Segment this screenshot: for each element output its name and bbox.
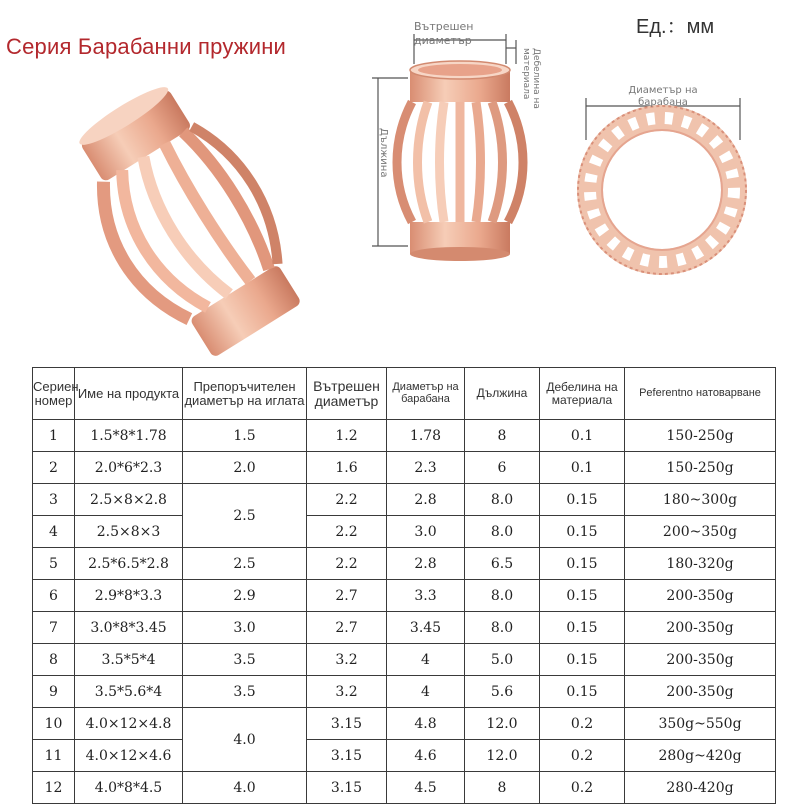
cell-serial: 6 xyxy=(33,580,75,612)
cell-thickness: 0.15 xyxy=(540,676,625,708)
cell-thickness: 0.15 xyxy=(540,644,625,676)
table-row xyxy=(33,772,776,804)
thickness-annotation-line1: Дебелина на xyxy=(531,48,541,109)
table-header-row xyxy=(33,368,776,420)
table-row xyxy=(33,484,776,516)
cell-thickness: 0.2 xyxy=(540,708,625,740)
cell-name: 2.9*8*3.3 xyxy=(75,580,183,612)
cell-length: 5.0 xyxy=(465,644,540,676)
cell-length: 5.6 xyxy=(465,676,540,708)
cell-serial: 9 xyxy=(33,676,75,708)
page-title: Серия Барабанни пружини xyxy=(6,34,287,59)
table-row xyxy=(33,708,776,740)
cell-inner: 3.2 xyxy=(307,676,387,708)
cell-load: 150-250g xyxy=(625,420,776,452)
cell-name: 3.0*8*3.45 xyxy=(75,612,183,644)
header-drum-diameter: Диаметър на барабана xyxy=(387,368,465,420)
cell-inner: 2.2 xyxy=(307,548,387,580)
cell-length: 6 xyxy=(465,452,540,484)
cell-serial: 2 xyxy=(33,452,75,484)
product-illustrations xyxy=(0,0,800,360)
cell-thickness: 0.2 xyxy=(540,772,625,804)
cell-load: 180~300g xyxy=(625,484,776,516)
drum-diameter-annotation-line2: барабана xyxy=(638,97,688,108)
table-row xyxy=(33,676,776,708)
cell-inner: 2.7 xyxy=(307,612,387,644)
cell-name: 3.5*5*4 xyxy=(75,644,183,676)
cell-drum: 3.0 xyxy=(387,516,465,548)
cell-load: 280g~420g xyxy=(625,740,776,772)
cell-serial: 3 xyxy=(33,484,75,516)
cell-needle: 3.0 xyxy=(183,612,307,644)
cell-drum: 4 xyxy=(387,644,465,676)
table-row xyxy=(33,612,776,644)
cell-thickness: 0.15 xyxy=(540,612,625,644)
header-serial-number: Сериен номер xyxy=(33,368,75,420)
cell-drum: 3.3 xyxy=(387,580,465,612)
cell-length: 8.0 xyxy=(465,580,540,612)
cell-length: 8.0 xyxy=(465,612,540,644)
table-row xyxy=(33,420,776,452)
cell-load: 180-320g xyxy=(625,548,776,580)
cell-name: 3.5*5.6*4 xyxy=(75,676,183,708)
table-row xyxy=(33,548,776,580)
cell-name: 2.5×8×3 xyxy=(75,516,183,548)
header-length: Дължина xyxy=(465,368,540,420)
cell-inner: 1.2 xyxy=(307,420,387,452)
cell-inner: 2.7 xyxy=(307,580,387,612)
cell-length: 6.5 xyxy=(465,548,540,580)
cell-length: 8.0 xyxy=(465,484,540,516)
cell-inner: 3.15 xyxy=(307,772,387,804)
cell-name: 4.0*8*4.5 xyxy=(75,772,183,804)
cell-needle: 2.9 xyxy=(183,580,307,612)
table-row xyxy=(33,644,776,676)
cell-needle: 2.5 xyxy=(183,548,307,580)
header-load: Peferentno натоварване xyxy=(625,368,776,420)
cell-inner: 3.15 xyxy=(307,740,387,772)
cell-needle: 2.5 xyxy=(183,484,307,548)
cell-drum: 4 xyxy=(387,676,465,708)
cell-load: 150-250g xyxy=(625,452,776,484)
cell-drum: 1.78 xyxy=(387,420,465,452)
cell-drum: 2.8 xyxy=(387,484,465,516)
cell-length: 8 xyxy=(465,420,540,452)
spring-front-image xyxy=(372,34,523,261)
drum-diameter-annotation-line1: Диаметър на xyxy=(628,85,698,96)
cell-load: 200-350g xyxy=(625,580,776,612)
spring-perspective-image xyxy=(53,69,319,360)
cell-name: 4.0×12×4.8 xyxy=(75,708,183,740)
inner-diameter-annotation-line2: диаметър xyxy=(414,34,472,47)
cell-serial: 1 xyxy=(33,420,75,452)
cell-drum: 2.8 xyxy=(387,548,465,580)
cell-thickness: 0.15 xyxy=(540,516,625,548)
cell-inner: 3.2 xyxy=(307,644,387,676)
cell-length: 8.0 xyxy=(465,516,540,548)
cell-needle: 1.5 xyxy=(183,420,307,452)
cell-drum: 4.6 xyxy=(387,740,465,772)
cell-load: 200-350g xyxy=(625,676,776,708)
cell-load: 200-350g xyxy=(625,612,776,644)
cell-serial: 10 xyxy=(33,708,75,740)
cell-serial: 7 xyxy=(33,612,75,644)
spec-table xyxy=(32,367,776,804)
cell-load: 200~350g xyxy=(625,516,776,548)
table-row xyxy=(33,452,776,484)
header-product-name: Име на продукта xyxy=(75,368,183,420)
cell-serial: 12 xyxy=(33,772,75,804)
thickness-annotation-line2: материала xyxy=(521,48,531,100)
cell-needle: 3.5 xyxy=(183,644,307,676)
cell-drum: 3.45 xyxy=(387,612,465,644)
inner-diameter-annotation-line1: Вътрешен xyxy=(414,20,474,33)
unit-label: Ед.：мм xyxy=(636,16,715,38)
cell-length: 12.0 xyxy=(465,740,540,772)
cell-load: 350g~550g xyxy=(625,708,776,740)
header-needle-diameter: Препоръчителен диаметър на иглата xyxy=(183,368,307,420)
cell-needle: 2.0 xyxy=(183,452,307,484)
cell-thickness: 0.1 xyxy=(540,420,625,452)
header-inner-diameter: Вътрешен диаметър xyxy=(307,368,387,420)
cell-needle: 4.0 xyxy=(183,708,307,772)
cell-name: 2.5*6.5*2.8 xyxy=(75,548,183,580)
cell-length: 12.0 xyxy=(465,708,540,740)
cell-name: 1.5*8*1.78 xyxy=(75,420,183,452)
cell-thickness: 0.15 xyxy=(540,484,625,516)
cell-inner: 1.6 xyxy=(307,452,387,484)
cell-inner: 2.2 xyxy=(307,484,387,516)
cell-serial: 4 xyxy=(33,516,75,548)
cell-load: 200-350g xyxy=(625,644,776,676)
cell-drum: 4.8 xyxy=(387,708,465,740)
cell-serial: 11 xyxy=(33,740,75,772)
cell-name: 2.0*6*2.3 xyxy=(75,452,183,484)
cell-length: 8 xyxy=(465,772,540,804)
table-row xyxy=(33,580,776,612)
cell-inner: 3.15 xyxy=(307,708,387,740)
cell-drum: 2.3 xyxy=(387,452,465,484)
cell-load: 280-420g xyxy=(625,772,776,804)
cell-thickness: 0.1 xyxy=(540,452,625,484)
cell-thickness: 0.15 xyxy=(540,580,625,612)
cell-needle: 3.5 xyxy=(183,676,307,708)
header-material-thickness: Дебелина на материала xyxy=(540,368,625,420)
spring-top-view-image xyxy=(578,98,746,274)
length-annotation: Дължина xyxy=(378,128,389,178)
cell-thickness: 0.15 xyxy=(540,548,625,580)
cell-name: 4.0×12×4.6 xyxy=(75,740,183,772)
cell-drum: 4.5 xyxy=(387,772,465,804)
cell-serial: 8 xyxy=(33,644,75,676)
table-row xyxy=(33,516,776,548)
cell-inner: 2.2 xyxy=(307,516,387,548)
cell-needle: 4.0 xyxy=(183,772,307,804)
cell-thickness: 0.2 xyxy=(540,740,625,772)
cell-serial: 5 xyxy=(33,548,75,580)
table-row xyxy=(33,740,776,772)
cell-name: 2.5×8×2.8 xyxy=(75,484,183,516)
